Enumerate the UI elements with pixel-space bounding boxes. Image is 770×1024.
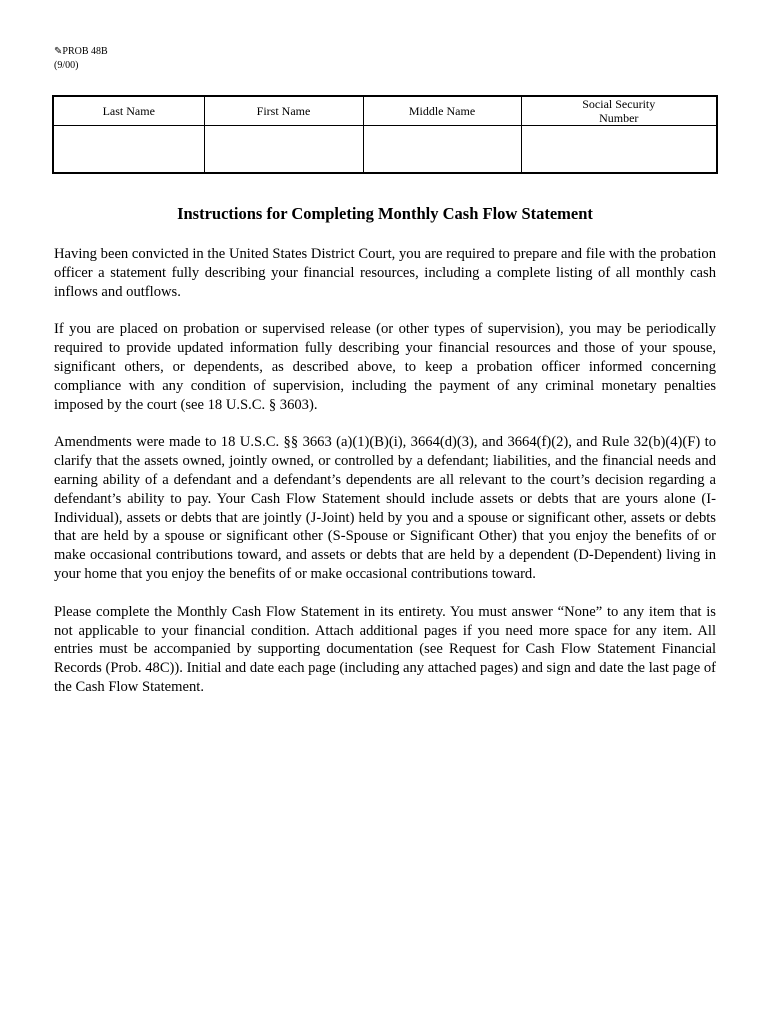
last-name-field[interactable] <box>53 126 204 174</box>
paragraph-supervision: If you are placed on probation or supervised release (or other types of supervision), you may be periodically required to provide updated information fully describing your financial resources and those of your spouse, significant others, or dependents, as described above, to keep a probation officer informed concerning compliance with any condition of supervision, including the payment of any criminal monetary penalties imposed by the court (see 18 U.S.C. § 3603). <box>54 321 716 413</box>
paragraph-completion: Please complete the Monthly Cash Flow Statement in its entirety. You must answer “None” to any item that is not applicable to your financial condition. Attach additional pages if you need more space for any item. All entries must be accompanied by supporting documentation (see Request for Cash Flow Statement Financial Records (Prob. 48C)). Initial and date each page (including any attached pages) and sign and date the last page of the Cash Flow Statement. <box>54 603 716 695</box>
last-name-header: Last Name <box>53 96 204 126</box>
middle-name-field[interactable] <box>363 126 521 174</box>
form-identifier <box>54 45 108 73</box>
form-revision: (9/00) <box>54 60 79 71</box>
middle-name-header: Middle Name <box>363 96 521 126</box>
pencil-icon: ✎ <box>54 46 63 57</box>
paragraph-conviction: Having been convicted in the United States District Court, you are required to prepare and file with the probation officer a statement fully describing your financial resources, including a complete listing of all monthly cash inflows and outflows. <box>54 246 716 300</box>
name-grid <box>52 95 718 174</box>
first-name-header: First Name <box>204 96 363 126</box>
paragraph-amendments: Amendments were made to 18 U.S.C. §§ 3663 (a)(1)(B)(i), 3664(d)(3), and 3664(f)(2), and Rule 32(b)(4)(F) to clarify that the assets owned, jointly owned, or controlled by a defendant; liabilities, and the financial needs and earning ability of a defendant and a defendant’s dependents are all relevant to the court’s decision regarding a defendant’s ability to pay. Your Cash Flow Statement should include assets or debts that are yours alone (I-Individual), assets or debts that are jointly (J-Joint) held by you and a spouse or significant other, assets or debts that are held by a spouse or significant other (S-Spouse or Significant Other) that you enjoy the benefits of or make occasional contributions toward, and assets or debts that are held by a dependent (D-Dependent) living in your home that you enjoy the benefits of or make occasional contributions toward. <box>54 434 716 582</box>
ssn-header: Social Security Number <box>521 96 717 126</box>
ssn-field[interactable] <box>521 126 717 174</box>
form-code: PROB 48B <box>62 46 108 57</box>
instructions-body <box>54 245 716 716</box>
first-name-field[interactable] <box>204 126 363 174</box>
page-title: Instructions for Completing Monthly Cash Flow Statement <box>177 204 593 223</box>
